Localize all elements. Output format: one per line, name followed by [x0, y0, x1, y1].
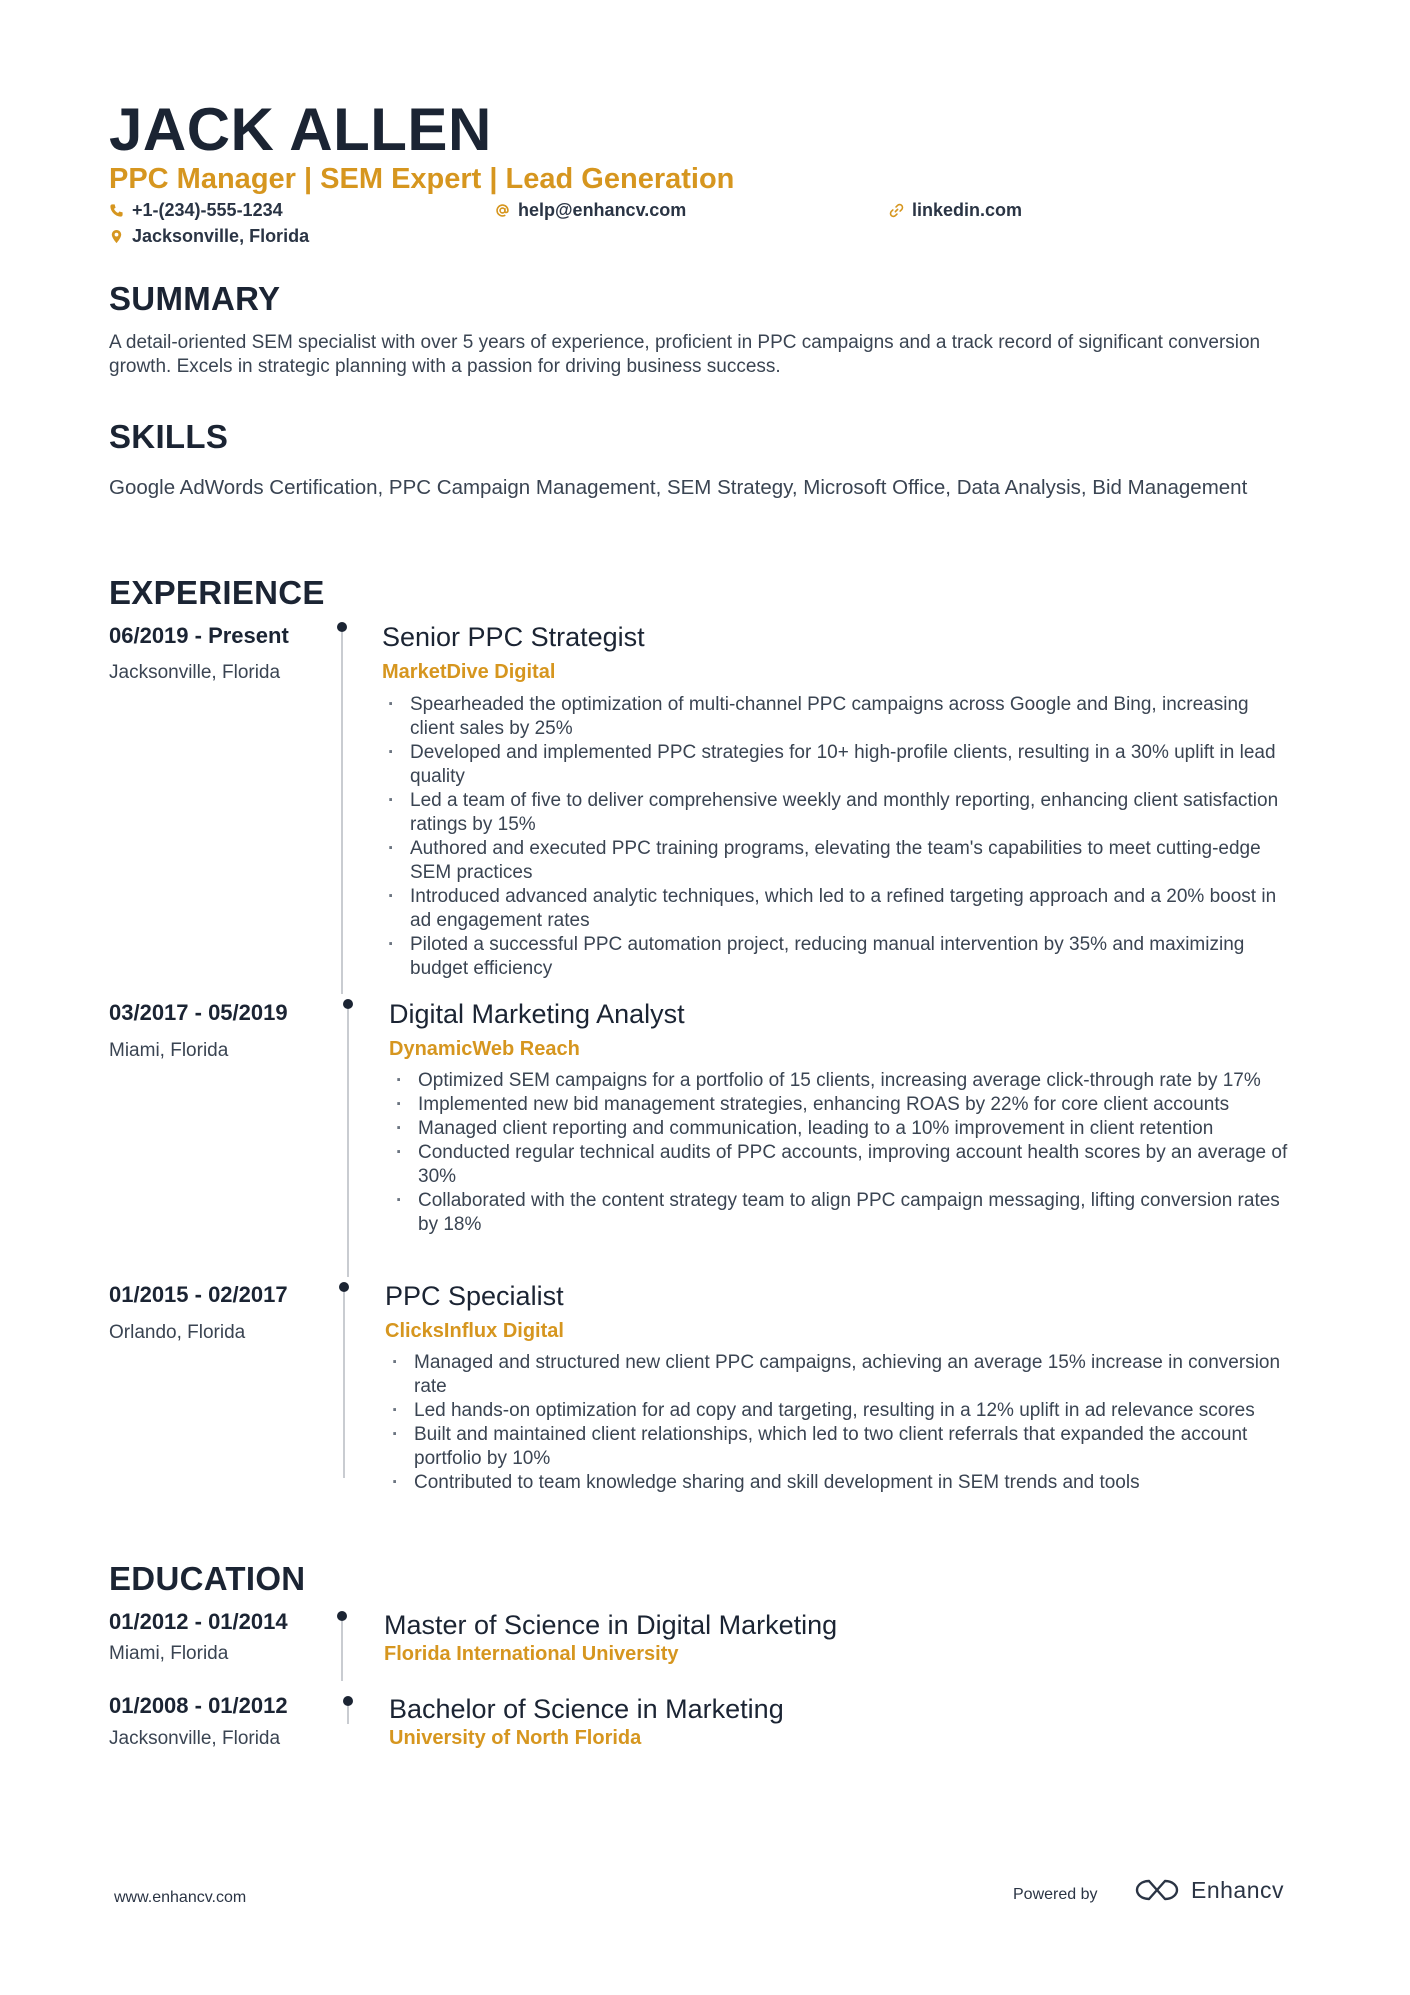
list-item: · Managed and structured new client PPC campaigns, achieving an average 15% increase in conversion rate — [389, 1351, 1289, 1399]
timeline-line — [341, 1621, 343, 1681]
timeline-dot — [343, 999, 353, 1009]
list-item: · Built and maintained client relationships, which led to two client referrals that expanded the account portfolio by 10% — [389, 1423, 1289, 1471]
brand-logo[interactable] — [1133, 1875, 1284, 1905]
company-name: ClicksInflux Digital — [385, 1320, 564, 1342]
candidate-headline: PPC Manager | SEM Expert | Lead Generation — [109, 163, 735, 195]
job-location: Orlando, Florida — [109, 1322, 246, 1343]
job-bullets — [389, 1351, 1289, 1495]
degree-title: Bachelor of Science in Marketing — [389, 1694, 784, 1724]
job-dates: 06/2019 - Present — [109, 623, 289, 648]
enhancv-logo-icon — [1133, 1875, 1181, 1905]
brand-name: Enhancv — [1191, 1877, 1285, 1903]
company-name: DynamicWeb Reach — [389, 1038, 580, 1060]
timeline-dot — [339, 1282, 349, 1292]
list-item: · Developed and implemented PPC strategies for 10+ high-profile clients, resulting in a 30% uplift in lead quality — [385, 741, 1285, 789]
email-text: help@enhancv.com — [518, 200, 687, 220]
education-dates: 01/2012 - 01/2014 — [109, 1609, 288, 1634]
education-location: Jacksonville, Florida — [109, 1728, 281, 1749]
list-item: · Introduced advanced analytic techniques, which led to a refined targeting approach and a 20% boost in ad engagement rates — [385, 885, 1285, 933]
contact-linkedin[interactable] — [889, 199, 1022, 221]
contact-email[interactable] — [495, 199, 686, 221]
degree-title: Master of Science in Digital Marketing — [384, 1610, 838, 1640]
contact-phone[interactable] — [109, 199, 283, 221]
experience-heading: EXPERIENCE — [109, 574, 325, 611]
list-item: · Piloted a successful PPC automation project, reducing manual intervention by 35% and maximizing budget efficiency — [385, 933, 1285, 981]
job-title: PPC Specialist — [385, 1281, 564, 1311]
powered-by-label: Powered by — [1013, 1886, 1098, 1903]
list-item: · Managed client reporting and communication, leading to a 10% improvement in client retention — [393, 1117, 1293, 1141]
job-location: Jacksonville, Florida — [109, 662, 281, 683]
job-title: Digital Marketing Analyst — [389, 999, 685, 1029]
phone-text: +1-(234)-555-1234 — [132, 200, 283, 220]
job-location: Miami, Florida — [109, 1040, 229, 1061]
list-item: · Spearheaded the optimization of multi-channel PPC campaigns across Google and Bing, increasing client sales by 25% — [385, 693, 1285, 741]
list-item: · Led a team of five to deliver comprehensive weekly and monthly reporting, enhancing client satisfaction ratings by 15% — [385, 789, 1285, 837]
location-pin-icon — [109, 229, 124, 244]
school-name: University of North Florida — [389, 1727, 642, 1749]
job-bullets — [393, 1069, 1293, 1237]
timeline-line — [347, 1009, 349, 1277]
skills-text: Google AdWords Certification, PPC Campaign Management, SEM Strategy, Microsoft Office, Data Analysis, Bid Management — [109, 476, 1248, 499]
list-item: · Contributed to team knowledge sharing and skill development in SEM trends and tools — [389, 1471, 1289, 1495]
at-sign-icon — [495, 203, 510, 218]
education-dates: 01/2008 - 01/2012 — [109, 1693, 288, 1718]
education-heading: EDUCATION — [109, 1560, 306, 1597]
list-item: · Conducted regular technical audits of PPC accounts, improving account health scores by an average of 30% — [393, 1141, 1293, 1189]
job-dates: 03/2017 - 05/2019 — [109, 1000, 288, 1025]
company-name: MarketDive Digital — [382, 661, 556, 683]
link-icon — [889, 203, 904, 218]
list-item: · Implemented new bid management strategies, enhancing ROAS by 22% for core client accounts — [393, 1093, 1293, 1117]
timeline-line — [341, 632, 343, 994]
timeline-dot — [337, 1611, 347, 1621]
list-item: · Optimized SEM campaigns for a portfolio of 15 clients, increasing average click-through rate by 17% — [393, 1069, 1293, 1093]
list-item: · Collaborated with the content strategy team to align PPC campaign messaging, lifting conversion rates by 18% — [393, 1189, 1293, 1237]
timeline-line — [347, 1706, 349, 1724]
footer-website-link[interactable]: www.enhancv.com — [114, 1889, 247, 1906]
phone-icon — [109, 203, 124, 218]
timeline-line — [343, 1292, 345, 1478]
skills-heading: SKILLS — [109, 418, 229, 455]
location-text: Jacksonville, Florida — [132, 226, 310, 246]
timeline-dot — [337, 622, 347, 632]
education-location: Miami, Florida — [109, 1643, 229, 1664]
list-item: · Led hands-on optimization for ad copy and targeting, resulting in a 12% uplift in ad relevance scores — [389, 1399, 1289, 1423]
summary-heading: SUMMARY — [109, 280, 281, 317]
job-title: Senior PPC Strategist — [382, 622, 645, 652]
linkedin-text: linkedin.com — [912, 200, 1023, 220]
job-bullets — [385, 693, 1285, 981]
candidate-name: JACK ALLEN — [109, 96, 492, 163]
job-dates: 01/2015 - 02/2017 — [109, 1282, 288, 1307]
list-item: · Authored and executed PPC training programs, elevating the team's capabilities to meet cutting-edge SEM practices — [385, 837, 1285, 885]
summary-text: A detail-oriented SEM specialist with over 5 years of experience, proficient in PPC campaigns and a track record of significant conversion growth. Excels in strategic planning with a passion for driving business success. — [109, 332, 1261, 377]
contact-location — [109, 225, 309, 247]
school-name: Florida International University — [384, 1643, 679, 1665]
timeline-dot — [343, 1696, 353, 1706]
